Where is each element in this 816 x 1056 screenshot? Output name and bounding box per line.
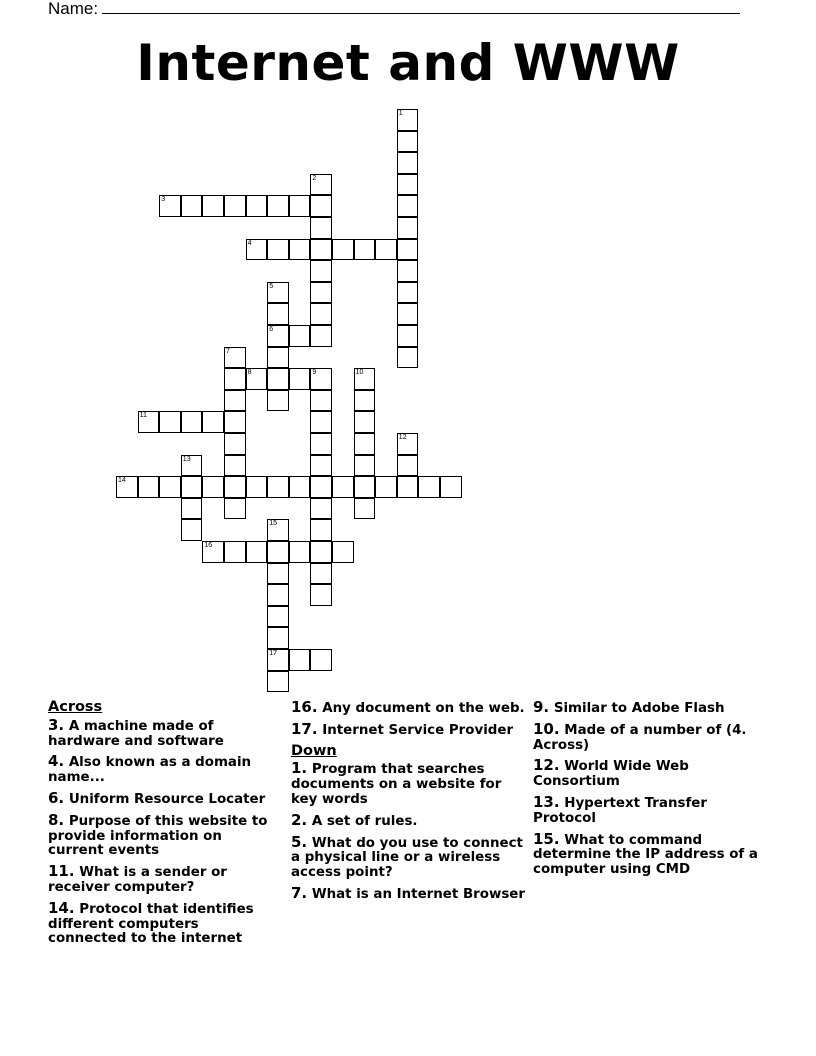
clue-across-11: 11. What is a sender or receiver computer? [48,862,227,895]
grid-cell[interactable] [267,519,289,541]
grid-cell[interactable] [354,455,376,477]
clue-number: 7 [226,347,230,355]
across-header: Across [48,699,103,715]
grid-cell[interactable] [246,368,268,390]
clue-down-5: 5. What do you use to connect a physical line or a wireless access point? [291,832,523,881]
grid-cell[interactable] [310,476,332,498]
grid-cell[interactable] [267,649,289,671]
grid-cell[interactable] [354,498,376,520]
grid-cell[interactable] [289,325,311,347]
grid-cell[interactable] [440,476,462,498]
grid-cell[interactable] [310,217,332,239]
clue-number: 1 [398,110,403,117]
clue-number: 17 [269,650,277,657]
clue-number: 10 [355,369,364,377]
grid-cell[interactable] [267,239,289,261]
down-header: Down [291,742,337,759]
grid-cell[interactable] [397,174,419,196]
grid-cell[interactable] [267,606,289,628]
grid-cell[interactable] [246,195,268,217]
grid-cell[interactable] [159,476,181,498]
grid-cell[interactable] [354,390,376,412]
grid-cell[interactable] [397,303,419,325]
grid-cell[interactable] [310,195,332,217]
page-title: Internet and WWW [136,34,680,92]
grid-cell[interactable] [397,282,419,304]
clue-number: 16 [204,542,213,549]
clue-number: 15 [269,520,277,528]
grid-cell[interactable] [332,239,354,261]
grid-cell[interactable] [224,433,246,455]
clue-number: 3 [161,196,166,204]
grid-cell[interactable] [224,411,246,433]
grid-cell[interactable] [354,476,376,498]
grid-cell[interactable] [246,239,268,261]
grid-cell[interactable] [267,303,289,325]
grid-cell[interactable] [397,347,419,369]
grid-cell[interactable] [397,195,419,217]
grid-cell[interactable] [354,239,376,261]
grid-cell[interactable] [224,390,246,412]
clue-down-15: 15. What to command determine the IP address of a computer using CMD [533,829,758,878]
clue-across-6: 6. Uniform Resource Locater [48,788,266,807]
grid-cell[interactable] [310,541,332,563]
grid-cell[interactable] [181,455,203,477]
grid-cell[interactable] [332,476,354,498]
grid-cell[interactable] [224,541,246,563]
clue-across-3: 3. A machine made of hardware and software [48,715,224,749]
grid-cell[interactable] [224,455,246,477]
grid-cell[interactable] [354,433,376,455]
clue-across-4: 4. Also known as a domain name... [48,752,252,786]
grid-cell[interactable] [397,455,419,477]
grid-cell[interactable] [267,368,289,390]
grid-cell[interactable] [397,239,419,261]
clue-down-9: 9. Similar to Adobe Flash [533,698,725,716]
grid-cell[interactable] [159,195,181,217]
grid-cell[interactable] [267,671,289,693]
grid-cell[interactable] [310,260,332,282]
grid-cell[interactable] [375,239,397,261]
grid-cell[interactable] [397,109,419,131]
name-label: Name: [48,0,99,18]
grid-cell[interactable] [397,476,419,498]
grid-cell[interactable] [224,476,246,498]
clue-down-10: 10. Made of a number of (4. Across) [533,719,747,753]
clue-down-13: 13. Hypertext Transfer Protocol [533,792,707,826]
grid-cell[interactable] [116,476,138,498]
grid-cell[interactable] [332,541,354,563]
clue-number: 12 [398,434,407,441]
grid-cell[interactable] [267,195,289,217]
grid-cell[interactable] [138,411,160,433]
grid-cell[interactable] [267,282,289,304]
grid-cell[interactable] [397,131,419,153]
grid-cell[interactable] [397,152,419,174]
grid-cell[interactable] [224,347,246,369]
clue-number: 8 [247,369,252,377]
grid-cell[interactable] [289,476,311,498]
clue-number: 13 [182,455,191,463]
grid-cell[interactable] [289,195,311,217]
grid-cell[interactable] [267,390,289,412]
grid-cell[interactable] [267,627,289,649]
grid-cell[interactable] [310,303,332,325]
grid-cell[interactable] [267,325,289,347]
clue-across-16: 16. Any document on the web. [291,698,525,716]
clue-number: 2 [312,174,317,182]
grid-cell[interactable] [267,541,289,563]
grid-cell[interactable] [267,563,289,585]
grid-cell[interactable] [310,411,332,433]
clue-number: 4 [247,239,252,247]
grid-cell[interactable] [418,476,440,498]
clue-down-12: 12. World Wide Web Consortium [533,756,689,790]
grid-cell[interactable] [310,368,332,390]
grid-cell[interactable] [138,476,160,498]
grid-cell[interactable] [310,282,332,304]
grid-cell[interactable] [267,584,289,606]
grid-cell[interactable] [246,541,268,563]
clue-across-8: 8. Purpose of this website to provide information on current events [48,810,268,859]
grid-cell[interactable] [246,476,268,498]
clue-number: 9 [312,369,317,377]
grid-cell[interactable] [202,541,224,563]
clue-across-14: 14. Protocol that identifies different computers connected to the internet [48,898,254,947]
clues-column-2 [291,700,526,908]
grid-cell[interactable] [267,476,289,498]
grid-cell[interactable] [310,390,332,412]
grid-cell[interactable] [289,368,311,390]
grid-cell[interactable] [159,411,181,433]
grid-cell[interactable] [354,411,376,433]
clue-down-7: 7. What is an Internet Browser [291,883,525,902]
grid-cell[interactable] [310,174,332,196]
clue-down-1: 1. Program that searches documents on a website for key words [291,759,502,807]
clues-column-1 [48,700,278,952]
grid-cell[interactable] [310,498,332,520]
grid-cell[interactable] [181,498,203,520]
grid-cell[interactable] [310,325,332,347]
grid-cell[interactable] [202,195,224,217]
grid-cell[interactable] [202,411,224,433]
grid-cell[interactable] [397,217,419,239]
clue-number: 11 [139,412,147,420]
grid-cell[interactable] [224,498,246,520]
clue-number: 14 [118,477,126,485]
grid-cell[interactable] [310,563,332,585]
grid-cell[interactable] [310,649,332,671]
grid-cell[interactable] [181,195,203,217]
grid-cell[interactable] [181,519,203,541]
clue-across-17: 17. Internet Service Provider [291,719,514,738]
clue-number: 5 [269,282,274,290]
grid-cell[interactable] [289,541,311,563]
clue-down-2: 2. A set of rules. [291,810,418,829]
grid-cell[interactable] [289,649,311,671]
grid-cell[interactable] [310,239,332,261]
grid-cell[interactable] [375,476,397,498]
clues-column-3 [533,700,773,883]
grid-cell[interactable] [310,519,332,541]
grid-cell[interactable] [202,476,224,498]
grid-cell[interactable] [397,260,419,282]
grid-cell[interactable] [310,433,332,455]
grid-cell[interactable] [181,411,203,433]
grid-cell[interactable] [310,584,332,606]
grid-cell[interactable] [289,239,311,261]
grid-cell[interactable] [181,476,203,498]
grid-cell[interactable] [397,325,419,347]
grid-cell[interactable] [310,455,332,477]
grid-cell[interactable] [267,347,289,369]
grid-cell[interactable] [224,195,246,217]
grid-cell[interactable] [354,368,376,390]
clue-number: 6 [269,326,274,333]
grid-cell[interactable] [224,368,246,390]
grid-cell[interactable] [397,433,419,455]
